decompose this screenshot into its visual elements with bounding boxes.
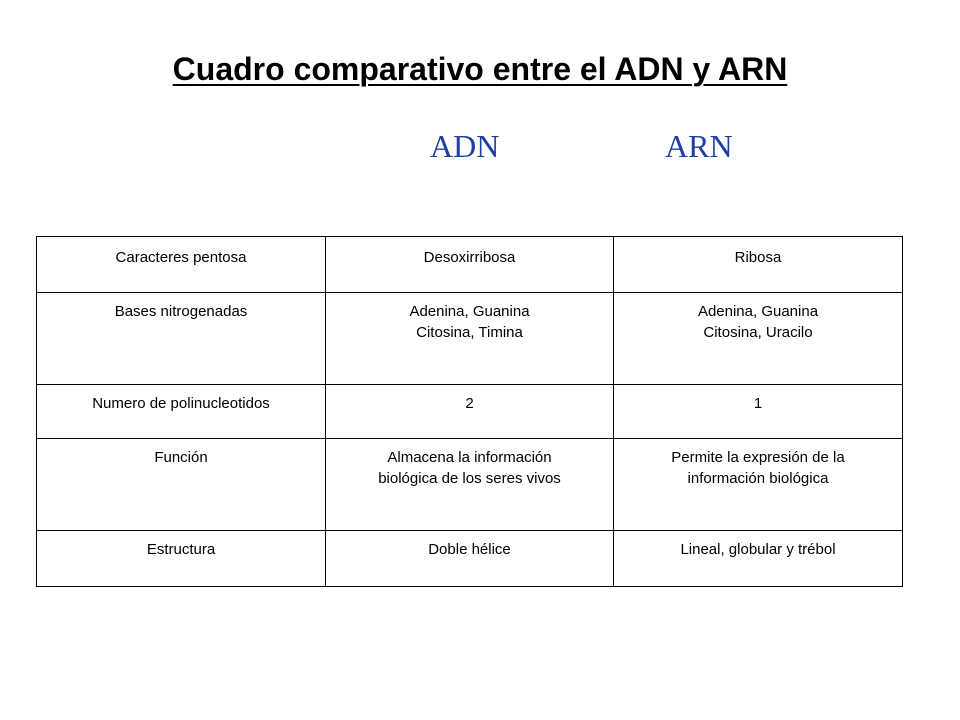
arn-column-heading: ARN xyxy=(665,128,733,164)
cell-text: Citosina, Timina xyxy=(416,324,523,341)
cell-text: Doble hélice xyxy=(428,541,511,558)
row-label-cell xyxy=(37,439,326,531)
cell-text: biológica de los seres vivos xyxy=(378,470,561,487)
arn-cell xyxy=(614,439,903,531)
table-row-bases xyxy=(37,293,903,385)
comparison-table xyxy=(36,236,903,587)
arn-cell xyxy=(614,531,903,587)
cell-text: Función xyxy=(154,449,208,466)
cell-text: Adenina, Guanina xyxy=(409,303,530,320)
table-row-polinucleotidos xyxy=(37,385,903,439)
cell-text: Adenina, Guanina xyxy=(697,303,819,320)
row-label-cell xyxy=(37,385,326,439)
cell-text: Estructura xyxy=(146,541,216,558)
arn-cell xyxy=(614,237,903,293)
cell-text: 1 xyxy=(753,395,763,412)
cell-text: Bases nitrogenadas xyxy=(114,303,248,320)
adn-cell xyxy=(326,531,614,587)
row-label-cell xyxy=(37,531,326,587)
adn-cell xyxy=(326,237,614,293)
cell-text: Ribosa xyxy=(734,249,782,266)
cell-text: Lineal, globular y trébol xyxy=(680,541,836,558)
table-row-estructura xyxy=(37,531,903,587)
arn-cell xyxy=(614,385,903,439)
arn-cell xyxy=(614,293,903,385)
adn-column-heading: ADN xyxy=(430,128,500,164)
page-title: Cuadro comparativo entre el ADN y ARN xyxy=(172,51,788,87)
adn-cell xyxy=(326,293,614,385)
cell-text: Almacena la información xyxy=(387,449,552,466)
table-row-pentosa xyxy=(37,237,903,293)
cell-text: Desoxirribosa xyxy=(423,249,516,266)
adn-cell xyxy=(326,385,614,439)
cell-text: Citosina, Uracilo xyxy=(703,324,813,341)
adn-cell xyxy=(326,439,614,531)
cell-text: Numero de polinucleotidos xyxy=(92,395,270,412)
table-row-funcion xyxy=(37,439,903,531)
cell-text: Permite la expresión de la xyxy=(671,449,845,466)
cell-text: información biológica xyxy=(687,470,829,487)
cell-text: 2 xyxy=(465,395,474,412)
cell-text: Caracteres pentosa xyxy=(115,249,247,266)
row-label-cell xyxy=(37,237,326,293)
row-label-cell xyxy=(37,293,326,385)
